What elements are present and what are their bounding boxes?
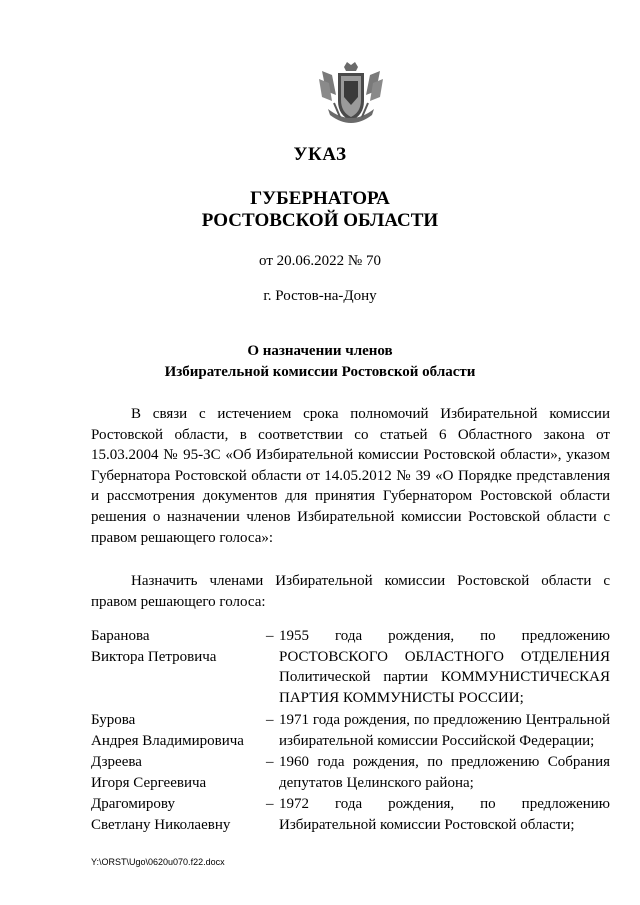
document-date-number: от 20.06.2022 № 70 xyxy=(259,253,381,269)
member-surname: Дзреева xyxy=(91,754,142,770)
document-city: г. Ростов-на-Дону xyxy=(263,288,377,304)
member-given-names: Андрея Владимировича xyxy=(91,732,244,749)
member-surname: Драгомирову xyxy=(91,796,175,812)
document-type: УКАЗ xyxy=(293,144,347,165)
subject-line2: Избирательной комиссии Ростовской области xyxy=(164,364,476,380)
subject-line1: О назначении членов xyxy=(247,343,393,359)
directive-paragraph: Назначить членами Избирательной комиссии Ростовской области с правом решающего голоса: xyxy=(91,573,610,610)
member-dash: – xyxy=(266,628,274,644)
member-description: 1972 года рождения, по предложению Избирательной комиссии Ростовской области; xyxy=(279,796,610,833)
member-given-names: Игоря Сергеевича xyxy=(91,774,207,791)
member-surname: Бурова xyxy=(91,712,136,728)
file-path-footer: Y:\ORST\Ugo\0620u070.f22.docx xyxy=(91,857,225,867)
coat-of-arms-icon xyxy=(316,61,386,129)
issuer-title-line1: ГУБЕРНАТОРА xyxy=(250,188,390,209)
member-description: 1960 года рождения, по предложению Собрания депутатов Целинского района; xyxy=(279,754,610,791)
preamble-paragraph: В связи с истечением срока полномочий Избирательной комиссии Ростовской области, в соответствии со статьей 6 Областного закона от 15.03.2004 № 95-ЗС «Об Избирательной комиссии Ростовской области», указом Губернатора Ростовской области от 14.05.2012 № 39 «О Порядке представления и рассмотрения документов для принятия Губернатором Ростовской области решения о назначении членов Избирательной комиссии Ростовской области с правом решающего голоса»: xyxy=(91,406,610,546)
member-name xyxy=(91,752,261,793)
member-given-names: Светлану Николаевну xyxy=(91,816,231,833)
member-name xyxy=(91,710,261,751)
member-surname: Баранова xyxy=(91,628,150,644)
issuer-title-line2: РОСТОВСКОЙ ОБЛАСТИ xyxy=(201,210,439,231)
member-dash: – xyxy=(266,754,274,770)
member-description: 1971 года рождения, по предложению Центральной избирательной комиссии Российской Федерации; xyxy=(279,712,610,749)
member-name xyxy=(91,794,261,835)
member-name xyxy=(91,626,261,667)
member-dash: – xyxy=(266,712,274,728)
member-given-names: Виктора Петровича xyxy=(91,648,217,665)
member-dash: – xyxy=(266,796,274,812)
member-description: 1955 года рождения, по предложению РОСТОВСКОГО ОБЛАСТНОГО ОТДЕЛЕНИЯ Политической партии КОММУНИСТИЧЕСКАЯ ПАРТИЯ КОММУНИСТЫ РОССИИ; xyxy=(279,628,610,706)
